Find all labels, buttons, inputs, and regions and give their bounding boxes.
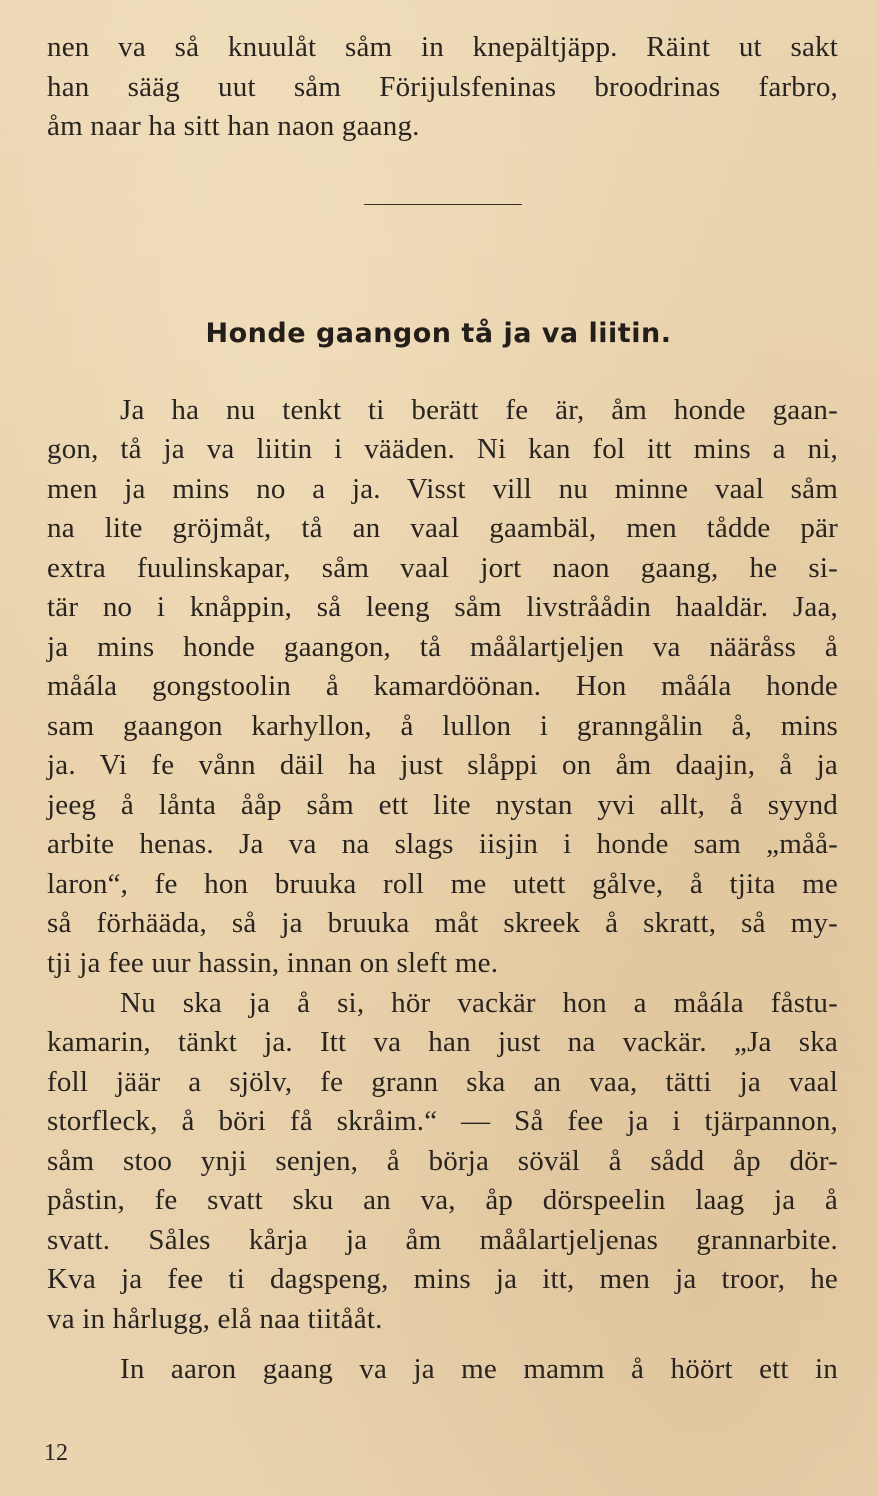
- page-number: 12: [44, 1440, 68, 1466]
- text-line: måála gongstoolin å kamardöönan. Hon måála honde: [47, 670, 838, 702]
- text-line: han sääg uut såm Förijulsfeninas broodrinas farbro,: [47, 71, 838, 103]
- text-line: jeeg å lånta ååp såm ett lite nystan yvi allt, å syynd: [47, 789, 838, 821]
- text-line: svatt. Såles kårja ja åm måålartjeljenas grannarbite.: [47, 1224, 838, 1256]
- text-line: såm stoo ynji senjen, å börja söväl å sådd åp dör-: [47, 1145, 838, 1177]
- text-line: storfleck, å böri få skråim.“ — Så fee ja i tjärpannon,: [47, 1105, 838, 1137]
- text-line: men ja mins no a ja. Visst vill nu minne vaal såm: [47, 473, 838, 505]
- text-line: Kva ja fee ti dagspeng, mins ja itt, men ja troor, he: [47, 1263, 838, 1295]
- text-line: ja. Vi fe vånn däil ha just slåppi on åm daajin, å ja: [47, 749, 838, 781]
- text-line: Nu ska ja å si, hör vackär hon a måála fåstu-: [120, 987, 838, 1019]
- text-line: kamarin, tänkt ja. Itt va han just na vackär. „Ja ska: [47, 1026, 838, 1058]
- text-line: foll jäär a sjölv, fe grann ska an vaa, tätti ja vaal: [47, 1066, 838, 1098]
- text-line: ja mins honde gaangon, tå måålartjeljen va nääråss å: [47, 631, 838, 663]
- text-line: sam gaangon karhyllon, å lullon i granngålin å, mins: [47, 710, 838, 742]
- text-line: extra fuulinskapar, såm vaal jort naon gaang, he si-: [47, 552, 838, 584]
- section-divider: [364, 204, 522, 205]
- text-line: arbite henas. Ja va na slags iisjin i honde sam „måå-: [47, 828, 838, 860]
- text-line: nen va så knuulåt såm in knepältjäpp. Räint ut sakt: [47, 31, 838, 63]
- text-line: Ja ha nu tenkt ti berätt fe är, åm honde gaan-: [120, 394, 838, 426]
- text-line: laron“, fe hon bruuka roll me utett gålve, å tjita me: [47, 868, 838, 900]
- text-line: påstin, fe svatt sku an va, åp dörspeelin laag ja å: [47, 1184, 838, 1216]
- text-line: gon, tå ja va liitin i vääden. Ni kan fol itt mins a ni,: [47, 433, 838, 465]
- text-line: tär no i knåppin, så leeng såm livstråådin haaldär. Jaa,: [47, 591, 838, 623]
- text-line: tji ja fee uur hassin, innan on sleft me.: [47, 947, 499, 979]
- text-line: va in hårlugg, elå naa tiitååt.: [47, 1303, 383, 1335]
- text-line: In aaron gaang va ja me mamm å höört ett in: [120, 1353, 838, 1385]
- section-heading: Honde gaangon tå ja va liitin.: [205, 318, 672, 349]
- text-line: åm naar ha sitt han naon gaang.: [47, 110, 420, 142]
- text-line: så förhääda, så ja bruuka måt skreek å skratt, så my-: [47, 907, 838, 939]
- text-line: na lite gröjmåt, tå an vaal gaambäl, men tådde pär: [47, 512, 838, 544]
